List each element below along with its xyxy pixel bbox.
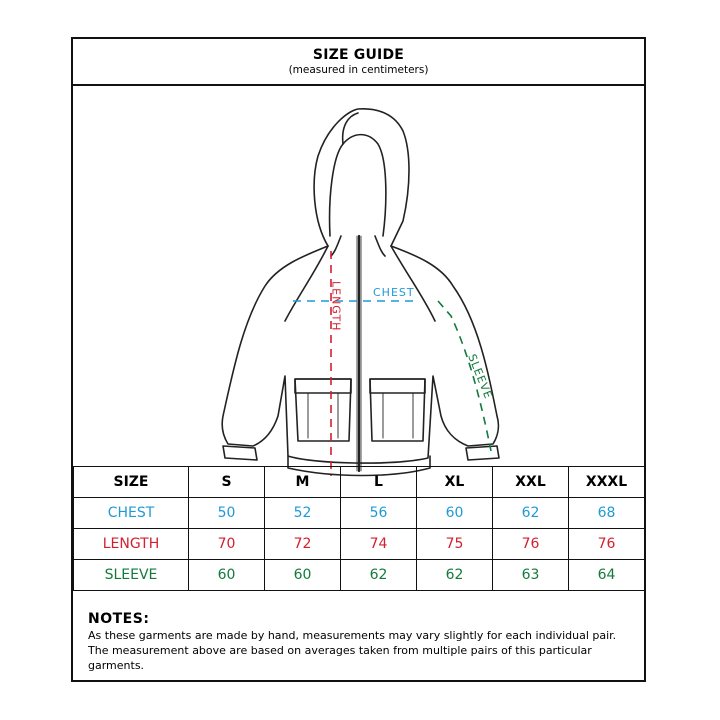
length-row	[74, 529, 645, 560]
table-cell: 62	[493, 498, 569, 529]
size-guide-subtitle: (measured in centimeters)	[288, 64, 429, 76]
table-cell: 68	[569, 498, 645, 529]
length-label: LENGTH	[329, 281, 343, 332]
table-cell: 63	[493, 560, 569, 591]
table-cell: 60	[417, 498, 493, 529]
pocket-left	[295, 379, 351, 441]
table-cell: 62	[341, 560, 417, 591]
size-guide-frame	[71, 37, 646, 682]
drawstring-left	[331, 236, 341, 256]
pocket-flap-left	[295, 379, 351, 393]
size-header-cell: S	[189, 467, 265, 498]
table-cell: 75	[417, 529, 493, 560]
table-cell: 52	[265, 498, 341, 529]
row-label-sleeve: SLEEVE	[74, 560, 189, 591]
notes-title: NOTES:	[88, 611, 150, 627]
size-header-cell: SIZE	[74, 467, 189, 498]
size-header-cell: L	[341, 467, 417, 498]
size-header-cell: M	[265, 467, 341, 498]
pocket-right	[370, 379, 425, 441]
table-cell: 64	[569, 560, 645, 591]
notes-section	[88, 611, 636, 673]
size-header-cell: XXL	[493, 467, 569, 498]
cuff-left	[223, 446, 257, 460]
row-label-chest: CHEST	[74, 498, 189, 529]
jacket-illustration	[73, 86, 644, 504]
size-guide-header	[73, 39, 644, 86]
table-cell: 50	[189, 498, 265, 529]
size-header-cell: XXXL	[569, 467, 645, 498]
drawstring-right	[375, 236, 385, 256]
notes-text: As these garments are made by hand, measurements may vary slightly for each individual pair. The measurement above are based on averages taken from multiple pairs of this particular garments.	[88, 629, 617, 672]
table-cell: 60	[265, 560, 341, 591]
jacket-hood	[314, 109, 409, 246]
size-guide-title: SIZE GUIDE	[312, 47, 405, 63]
size-header-cell: XL	[417, 467, 493, 498]
jacket-body	[222, 246, 498, 463]
jacket-diagram	[73, 86, 644, 504]
sleeve-label: SLEEVE	[465, 352, 496, 402]
chest-row	[74, 498, 645, 529]
chest-label: CHEST	[373, 286, 415, 299]
size-table	[73, 466, 645, 591]
size-table-header-row	[74, 467, 645, 498]
pocket-flap-right	[370, 379, 425, 393]
cuff-right	[466, 446, 499, 460]
table-cell: 74	[341, 529, 417, 560]
table-cell: 72	[265, 529, 341, 560]
table-cell: 56	[341, 498, 417, 529]
table-cell: 76	[493, 529, 569, 560]
jacket-hood-opening	[330, 135, 386, 236]
sleeve-row	[74, 560, 645, 591]
table-cell: 76	[569, 529, 645, 560]
table-cell: 62	[417, 560, 493, 591]
table-cell: 70	[189, 529, 265, 560]
row-label-length: LENGTH	[74, 529, 189, 560]
table-cell: 60	[189, 560, 265, 591]
